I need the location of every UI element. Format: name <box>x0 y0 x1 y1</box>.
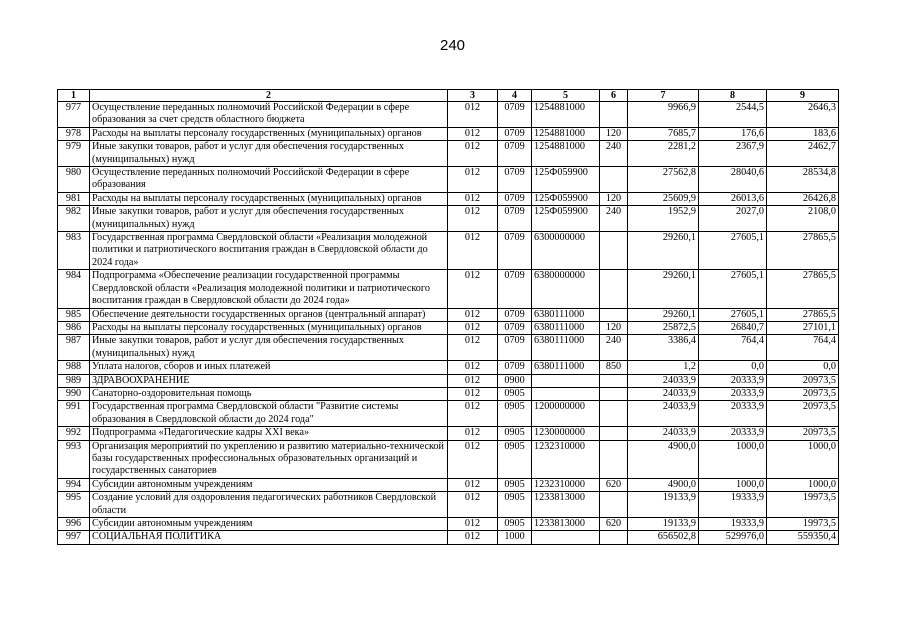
row-number-cell: 983 <box>58 232 90 270</box>
row-number-cell: 994 <box>58 478 90 491</box>
row-number-cell: 996 <box>58 518 90 531</box>
amount-year3-cell: 26426,8 <box>767 192 839 205</box>
amount-year3-cell: 27865,5 <box>767 232 839 270</box>
expense-kind-cell <box>600 270 628 308</box>
expense-name-cell: Осуществление переданных полномочий Российской Федерации в сфере образования за счет средств областного бюджета <box>90 102 448 128</box>
amount-year3-cell: 2462,7 <box>767 141 839 167</box>
expense-kind-cell: 120 <box>600 192 628 205</box>
row-number-cell: 997 <box>58 531 90 544</box>
amount-year3-cell: 28534,8 <box>767 167 839 193</box>
table-row <box>58 387 839 400</box>
row-number-cell: 980 <box>58 167 90 193</box>
section-code-cell: 0905 <box>498 440 532 478</box>
admin-code-cell: 012 <box>448 102 498 128</box>
expense-name-cell: Подпрограмма «Педагогические кадры XXI века» <box>90 427 448 440</box>
expense-kind-cell <box>600 308 628 321</box>
section-code-cell: 0709 <box>498 308 532 321</box>
expense-name-cell: Государственная программа Свердловской области «Реализация молодежной политики и патриотического воспитания граждан в Свердловской области до 2024 года» <box>90 232 448 270</box>
amount-year2-cell: 28040,6 <box>699 167 767 193</box>
target-item-cell: 125Ф059900 <box>532 206 600 232</box>
row-number-cell: 985 <box>58 308 90 321</box>
column-header: 3 <box>448 90 498 102</box>
table-row <box>58 427 839 440</box>
amount-year1-cell: 9966,9 <box>628 102 699 128</box>
column-header: 6 <box>600 90 628 102</box>
amount-year3-cell: 19973,5 <box>767 492 839 518</box>
row-number-cell: 987 <box>58 335 90 361</box>
row-number-cell: 982 <box>58 206 90 232</box>
target-item-cell: 6380111000 <box>532 361 600 374</box>
admin-code-cell: 012 <box>448 192 498 205</box>
expense-kind-cell <box>600 232 628 270</box>
amount-year1-cell: 24033,9 <box>628 427 699 440</box>
expense-kind-cell <box>600 440 628 478</box>
row-number-cell: 979 <box>58 141 90 167</box>
section-code-cell: 0709 <box>498 335 532 361</box>
amount-year3-cell: 27865,5 <box>767 308 839 321</box>
admin-code-cell: 012 <box>448 387 498 400</box>
expense-kind-cell: 120 <box>600 321 628 334</box>
column-header: 7 <box>628 90 699 102</box>
section-code-cell: 0709 <box>498 206 532 232</box>
table-row <box>58 141 839 167</box>
target-item-cell: 125Ф059900 <box>532 167 600 193</box>
admin-code-cell: 012 <box>448 141 498 167</box>
table-row <box>58 361 839 374</box>
amount-year1-cell: 4900,0 <box>628 478 699 491</box>
section-code-cell: 0709 <box>498 141 532 167</box>
expense-name-cell: Субсидии автономным учреждениям <box>90 518 448 531</box>
expense-kind-cell: 240 <box>600 335 628 361</box>
amount-year2-cell: 2027,0 <box>699 206 767 232</box>
expense-kind-cell: 240 <box>600 206 628 232</box>
target-item-cell: 6380111000 <box>532 335 600 361</box>
admin-code-cell: 012 <box>448 127 498 140</box>
amount-year3-cell: 764,4 <box>767 335 839 361</box>
table-row <box>58 270 839 308</box>
amount-year2-cell: 19333,9 <box>699 518 767 531</box>
table-row <box>58 232 839 270</box>
column-header: 2 <box>90 90 448 102</box>
admin-code-cell: 012 <box>448 531 498 544</box>
target-item-cell: 6380000000 <box>532 270 600 308</box>
amount-year2-cell: 19333,9 <box>699 492 767 518</box>
table-body <box>58 102 839 545</box>
amount-year3-cell: 559350,4 <box>767 531 839 544</box>
page-number: 240 <box>439 37 466 54</box>
table-row <box>58 206 839 232</box>
amount-year3-cell: 2108,0 <box>767 206 839 232</box>
expense-name-cell: СОЦИАЛЬНАЯ ПОЛИТИКА <box>90 531 448 544</box>
section-code-cell: 1000 <box>498 531 532 544</box>
row-number-cell: 988 <box>58 361 90 374</box>
expense-kind-cell: 620 <box>600 518 628 531</box>
table-row <box>58 335 839 361</box>
target-item-cell: 1254881000 <box>532 141 600 167</box>
admin-code-cell: 012 <box>448 518 498 531</box>
section-code-cell: 0709 <box>498 321 532 334</box>
amount-year2-cell: 20333,9 <box>699 427 767 440</box>
expense-name-cell: Субсидии автономным учреждениям <box>90 478 448 491</box>
admin-code-cell: 012 <box>448 492 498 518</box>
amount-year2-cell: 27605,1 <box>699 308 767 321</box>
target-item-cell: 1200000000 <box>532 401 600 427</box>
section-code-cell: 0905 <box>498 478 532 491</box>
table-row <box>58 531 839 544</box>
expense-kind-cell <box>600 531 628 544</box>
amount-year2-cell: 764,4 <box>699 335 767 361</box>
target-item-cell: 1233813000 <box>532 492 600 518</box>
table-row <box>58 321 839 334</box>
section-code-cell: 0709 <box>498 167 532 193</box>
row-number-cell: 986 <box>58 321 90 334</box>
admin-code-cell: 012 <box>448 401 498 427</box>
amount-year1-cell: 24033,9 <box>628 387 699 400</box>
amount-year3-cell: 1000,0 <box>767 440 839 478</box>
section-code-cell: 0905 <box>498 387 532 400</box>
expense-name-cell: Расходы на выплаты персоналу государственных (муниципальных) органов <box>90 127 448 140</box>
admin-code-cell: 012 <box>448 321 498 334</box>
admin-code-cell: 012 <box>448 167 498 193</box>
amount-year2-cell: 20333,9 <box>699 374 767 387</box>
table-row <box>58 401 839 427</box>
amount-year2-cell: 20333,9 <box>699 387 767 400</box>
target-item-cell: 125Ф059900 <box>532 192 600 205</box>
amount-year2-cell: 26840,7 <box>699 321 767 334</box>
target-item-cell: 6380111000 <box>532 308 600 321</box>
amount-year3-cell: 27101,1 <box>767 321 839 334</box>
expense-kind-cell <box>600 492 628 518</box>
admin-code-cell: 012 <box>448 308 498 321</box>
section-code-cell: 0709 <box>498 192 532 205</box>
table-row <box>58 127 839 140</box>
expense-kind-cell <box>600 401 628 427</box>
expense-kind-cell <box>600 374 628 387</box>
target-item-cell: 1254881000 <box>532 102 600 128</box>
table-row <box>58 492 839 518</box>
expense-kind-cell: 240 <box>600 141 628 167</box>
amount-year2-cell: 26013,6 <box>699 192 767 205</box>
expense-name-cell: Подпрограмма «Обеспечение реализации государственной программы Свердловской области «Реализация молодежной политики и патриотического воспитания граждан в Свердловской области до 2024 года» <box>90 270 448 308</box>
admin-code-cell: 012 <box>448 427 498 440</box>
amount-year1-cell: 29260,1 <box>628 308 699 321</box>
expense-name-cell: Обеспечение деятельности государственных органов (центральный аппарат) <box>90 308 448 321</box>
section-code-cell: 0905 <box>498 401 532 427</box>
amount-year3-cell: 1000,0 <box>767 478 839 491</box>
amount-year3-cell: 20973,5 <box>767 401 839 427</box>
amount-year1-cell: 3386,4 <box>628 335 699 361</box>
amount-year2-cell: 20333,9 <box>699 401 767 427</box>
amount-year2-cell: 0,0 <box>699 361 767 374</box>
section-code-cell: 0709 <box>498 127 532 140</box>
row-number-cell: 990 <box>58 387 90 400</box>
admin-code-cell: 012 <box>448 335 498 361</box>
amount-year3-cell: 0,0 <box>767 361 839 374</box>
amount-year1-cell: 656502,8 <box>628 531 699 544</box>
amount-year2-cell: 27605,1 <box>699 232 767 270</box>
column-header: 4 <box>498 90 532 102</box>
amount-year2-cell: 27605,1 <box>699 270 767 308</box>
section-code-cell: 0905 <box>498 427 532 440</box>
section-code-cell: 0709 <box>498 270 532 308</box>
row-number-cell: 989 <box>58 374 90 387</box>
expense-name-cell: Расходы на выплаты персоналу государственных (муниципальных) органов <box>90 321 448 334</box>
section-code-cell: 0709 <box>498 361 532 374</box>
column-header: 5 <box>532 90 600 102</box>
amount-year2-cell: 2544,5 <box>699 102 767 128</box>
admin-code-cell: 012 <box>448 440 498 478</box>
amount-year2-cell: 2367,9 <box>699 141 767 167</box>
expense-name-cell: Санаторно-оздоровительная помощь <box>90 387 448 400</box>
table-row <box>58 102 839 128</box>
expense-kind-cell <box>600 102 628 128</box>
row-number-cell: 995 <box>58 492 90 518</box>
row-number-cell: 993 <box>58 440 90 478</box>
expense-name-cell: Осуществление переданных полномочий Российской Федерации в сфере образования <box>90 167 448 193</box>
amount-year1-cell: 24033,9 <box>628 401 699 427</box>
row-number-cell: 981 <box>58 192 90 205</box>
amount-year3-cell: 19973,5 <box>767 518 839 531</box>
admin-code-cell: 012 <box>448 361 498 374</box>
amount-year2-cell: 1000,0 <box>699 478 767 491</box>
target-item-cell: 6380111000 <box>532 321 600 334</box>
expense-name-cell: Создание условий для оздоровления педагогических работников Свердловской области <box>90 492 448 518</box>
expense-name-cell: ЗДРАВООХРАНЕНИЕ <box>90 374 448 387</box>
target-item-cell: 6300000000 <box>532 232 600 270</box>
target-item-cell: 1230000000 <box>532 427 600 440</box>
section-code-cell: 0709 <box>498 232 532 270</box>
amount-year1-cell: 4900,0 <box>628 440 699 478</box>
target-item-cell: 1254881000 <box>532 127 600 140</box>
expense-name-cell: Иные закупки товаров, работ и услуг для обеспечения государственных (муниципальных) нужд <box>90 141 448 167</box>
section-code-cell: 0709 <box>498 102 532 128</box>
section-code-cell: 0905 <box>498 518 532 531</box>
row-number-cell: 992 <box>58 427 90 440</box>
row-number-cell: 991 <box>58 401 90 427</box>
target-item-cell <box>532 374 600 387</box>
target-item-cell: 1232310000 <box>532 478 600 491</box>
table-row <box>58 192 839 205</box>
column-header: 1 <box>58 90 90 102</box>
admin-code-cell: 012 <box>448 270 498 308</box>
expense-kind-cell <box>600 387 628 400</box>
target-item-cell: 1233813000 <box>532 518 600 531</box>
expense-name-cell: Иные закупки товаров, работ и услуг для обеспечения государственных (муниципальных) нужд <box>90 206 448 232</box>
amount-year1-cell: 24033,9 <box>628 374 699 387</box>
amount-year1-cell: 29260,1 <box>628 270 699 308</box>
amount-year1-cell: 25872,5 <box>628 321 699 334</box>
target-item-cell: 1232310000 <box>532 440 600 478</box>
expense-name-cell: Расходы на выплаты персоналу государственных (муниципальных) органов <box>90 192 448 205</box>
table-row <box>58 374 839 387</box>
amount-year1-cell: 19133,9 <box>628 518 699 531</box>
table-row <box>58 478 839 491</box>
column-header: 9 <box>767 90 839 102</box>
row-number-cell: 977 <box>58 102 90 128</box>
table-row <box>58 308 839 321</box>
amount-year2-cell: 1000,0 <box>699 440 767 478</box>
amount-year1-cell: 7685,7 <box>628 127 699 140</box>
admin-code-cell: 012 <box>448 232 498 270</box>
expense-kind-cell: 620 <box>600 478 628 491</box>
expense-kind-cell: 120 <box>600 127 628 140</box>
column-header: 8 <box>699 90 767 102</box>
expense-name-cell: Иные закупки товаров, работ и услуг для обеспечения государственных (муниципальных) нужд <box>90 335 448 361</box>
amount-year3-cell: 183,6 <box>767 127 839 140</box>
section-code-cell: 0905 <box>498 492 532 518</box>
amount-year1-cell: 27562,8 <box>628 167 699 193</box>
table-header-row <box>58 90 839 102</box>
expense-name-cell: Уплата налогов, сборов и иных платежей <box>90 361 448 374</box>
expense-name-cell: Государственная программа Свердловской области "Развитие системы образования в Свердловской области до 2024 года" <box>90 401 448 427</box>
amount-year3-cell: 20973,5 <box>767 387 839 400</box>
admin-code-cell: 012 <box>448 206 498 232</box>
expense-kind-cell <box>600 427 628 440</box>
admin-code-cell: 012 <box>448 478 498 491</box>
amount-year2-cell: 176,6 <box>699 127 767 140</box>
amount-year3-cell: 27865,5 <box>767 270 839 308</box>
target-item-cell <box>532 531 600 544</box>
expense-kind-cell <box>600 167 628 193</box>
amount-year3-cell: 20973,5 <box>767 374 839 387</box>
amount-year3-cell: 20973,5 <box>767 427 839 440</box>
admin-code-cell: 012 <box>448 374 498 387</box>
amount-year1-cell: 1952,9 <box>628 206 699 232</box>
section-code-cell: 0900 <box>498 374 532 387</box>
expense-kind-cell: 850 <box>600 361 628 374</box>
amount-year1-cell: 25609,9 <box>628 192 699 205</box>
expense-name-cell: Организация мероприятий по укреплению и развитию материально-технической базы государственных профессиональных образовательных организаций и государственных санаториев <box>90 440 448 478</box>
budget-table <box>57 89 839 545</box>
table-row <box>58 440 839 478</box>
amount-year3-cell: 2646,3 <box>767 102 839 128</box>
amount-year1-cell: 29260,1 <box>628 232 699 270</box>
amount-year1-cell: 2281,2 <box>628 141 699 167</box>
row-number-cell: 978 <box>58 127 90 140</box>
target-item-cell <box>532 387 600 400</box>
table-row <box>58 518 839 531</box>
row-number-cell: 984 <box>58 270 90 308</box>
amount-year1-cell: 1,2 <box>628 361 699 374</box>
amount-year1-cell: 19133,9 <box>628 492 699 518</box>
amount-year2-cell: 529976,0 <box>699 531 767 544</box>
table-row <box>58 167 839 193</box>
